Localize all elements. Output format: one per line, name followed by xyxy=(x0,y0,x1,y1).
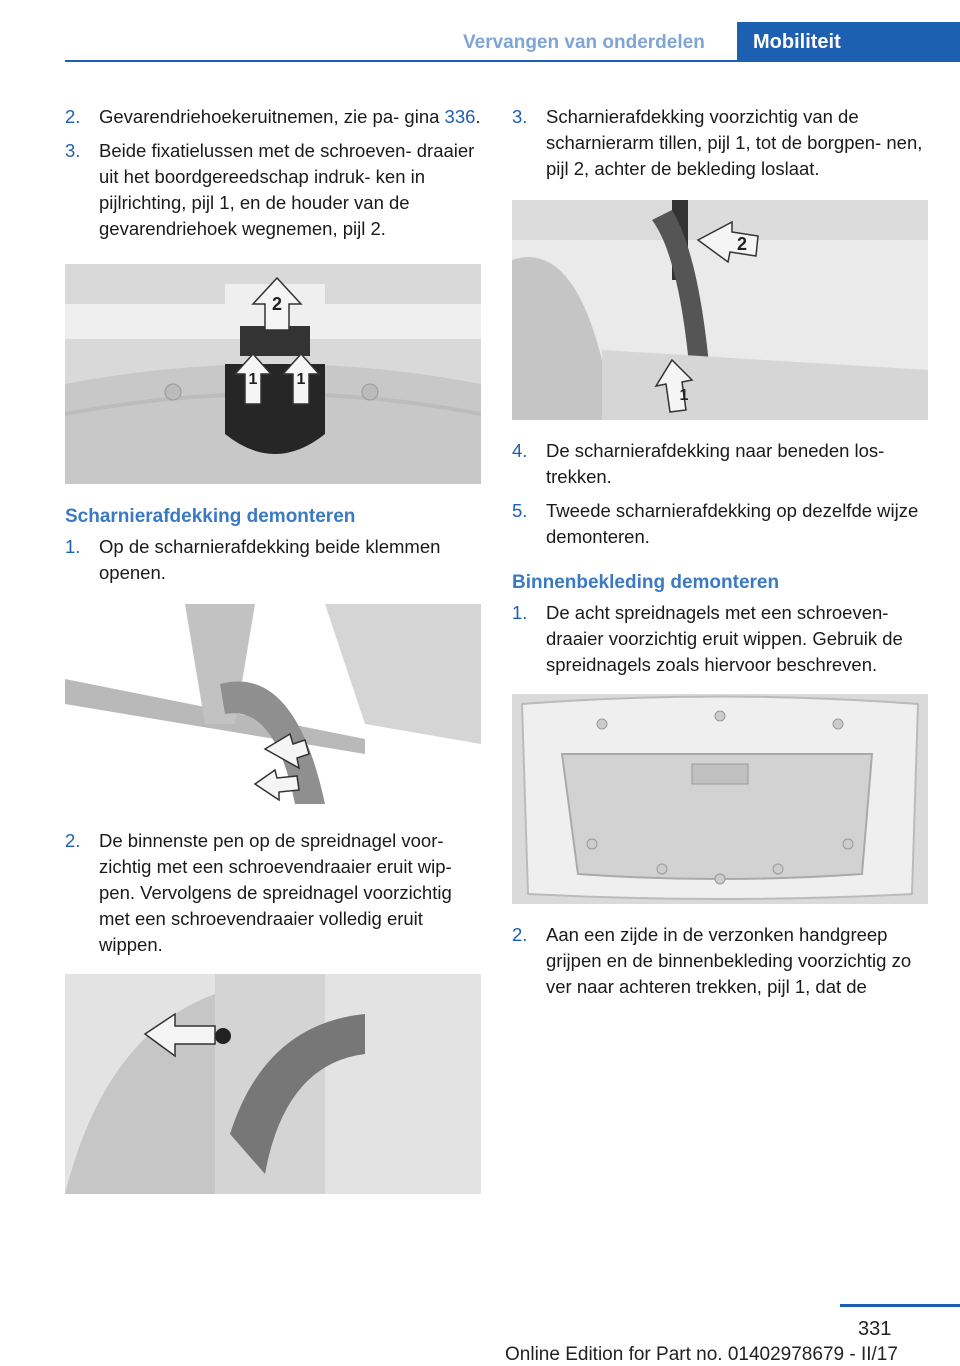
spread-rivet-illustration xyxy=(65,974,481,1194)
step-item xyxy=(65,828,481,958)
figure-hinge-clamps xyxy=(65,604,481,810)
figure-label: 1 xyxy=(296,371,306,388)
step-item xyxy=(512,498,928,550)
step-number: 3. xyxy=(512,106,528,127)
step-number: 2. xyxy=(65,106,81,127)
step-item xyxy=(512,922,928,1000)
footer-rule xyxy=(840,1304,960,1307)
figure-triangle-holder xyxy=(65,264,481,484)
step-number: 1. xyxy=(512,602,528,623)
step-text: Tweede scharnierafdekking op dezelfde wijze demonteren. xyxy=(546,500,919,547)
step-item xyxy=(512,600,928,678)
step-text: De acht spreidnagels met een schroeven‐ draaier voorzichtig eruit wippen. Gebruik de spreidnagels zoals hiervoor beschreven. xyxy=(546,602,903,675)
step-number: 4. xyxy=(512,440,528,461)
step-text: Gevarendriehoekeruitnemen, zie pa‐ gina 336. xyxy=(99,106,481,127)
step-number: 2. xyxy=(65,830,81,851)
step-number: 5. xyxy=(512,500,528,521)
step-text: De binnenste pen op de spreidnagel voor‐ zichtig met een schroevendraaier eruit wip‐ pen. Vervolgens de spreidnagel voorzichtig met een schroevendraaier volledig eruit wippen. xyxy=(99,830,452,955)
figure-label: 1 xyxy=(248,371,258,388)
page-header xyxy=(65,0,960,62)
step-text: Op de scharnierafdekking beide klemmen openen. xyxy=(99,536,441,583)
right-column xyxy=(512,104,928,1008)
section-title: Vervangen van onderdelen xyxy=(463,32,705,53)
step-text: Beide fixatielussen met de schroeven‐ draaier uit het boordgereedschap indruk‐ ken in pijlrichting, pijl 1, en de houder van de gevarendriehoek wegnemen, pijl 2. xyxy=(99,140,475,239)
figure-spread-rivet xyxy=(65,974,481,1194)
step-text: De scharnierafdekking naar beneden los‐ trekken. xyxy=(546,440,885,487)
chapter-tab[interactable]: Mobiliteit xyxy=(737,22,960,62)
figure-label: 1 xyxy=(679,387,689,404)
page-link[interactable]: 336 xyxy=(444,106,476,127)
step-item xyxy=(65,138,481,242)
figure-trunk-lining xyxy=(512,694,928,904)
figure-hinge-arm xyxy=(512,200,928,420)
header-rule xyxy=(65,60,960,62)
section-heading: Binnenbekleding demonteren xyxy=(512,572,780,593)
step-number: 3. xyxy=(65,140,81,161)
figure-label: 2 xyxy=(736,234,748,254)
step-item xyxy=(512,438,928,490)
section-heading: Scharnierafdekking demonteren xyxy=(65,506,356,527)
step-text: Aan een zijde in de verzonken handgreep grijpen en de binnenbekleding voorzichtig zo ver naar achteren trekken, pijl 1, dat de xyxy=(546,924,912,997)
figure-label: 2 xyxy=(271,294,283,314)
hinge-arm-illustration xyxy=(512,200,928,420)
left-column xyxy=(65,104,481,1212)
triangle-holder-illustration xyxy=(65,264,481,484)
step-item xyxy=(512,104,928,182)
trunk-lining-illustration xyxy=(512,694,928,904)
page-number: 331 xyxy=(858,1318,892,1340)
step-text: Scharnierafdekking voorzichtig van de scharnierarm tillen, pijl 1, tot de borgpen‐ nen, pijl 2, achter de bekleding loslaat. xyxy=(546,106,923,179)
edition-note: Online Edition for Part no. 01402978679 - II/17 xyxy=(505,1344,898,1365)
step-number: 2. xyxy=(512,924,528,945)
hinge-clamps-illustration xyxy=(65,604,481,810)
step-item xyxy=(65,534,481,586)
step-item xyxy=(65,104,481,130)
step-number: 1. xyxy=(65,536,81,557)
